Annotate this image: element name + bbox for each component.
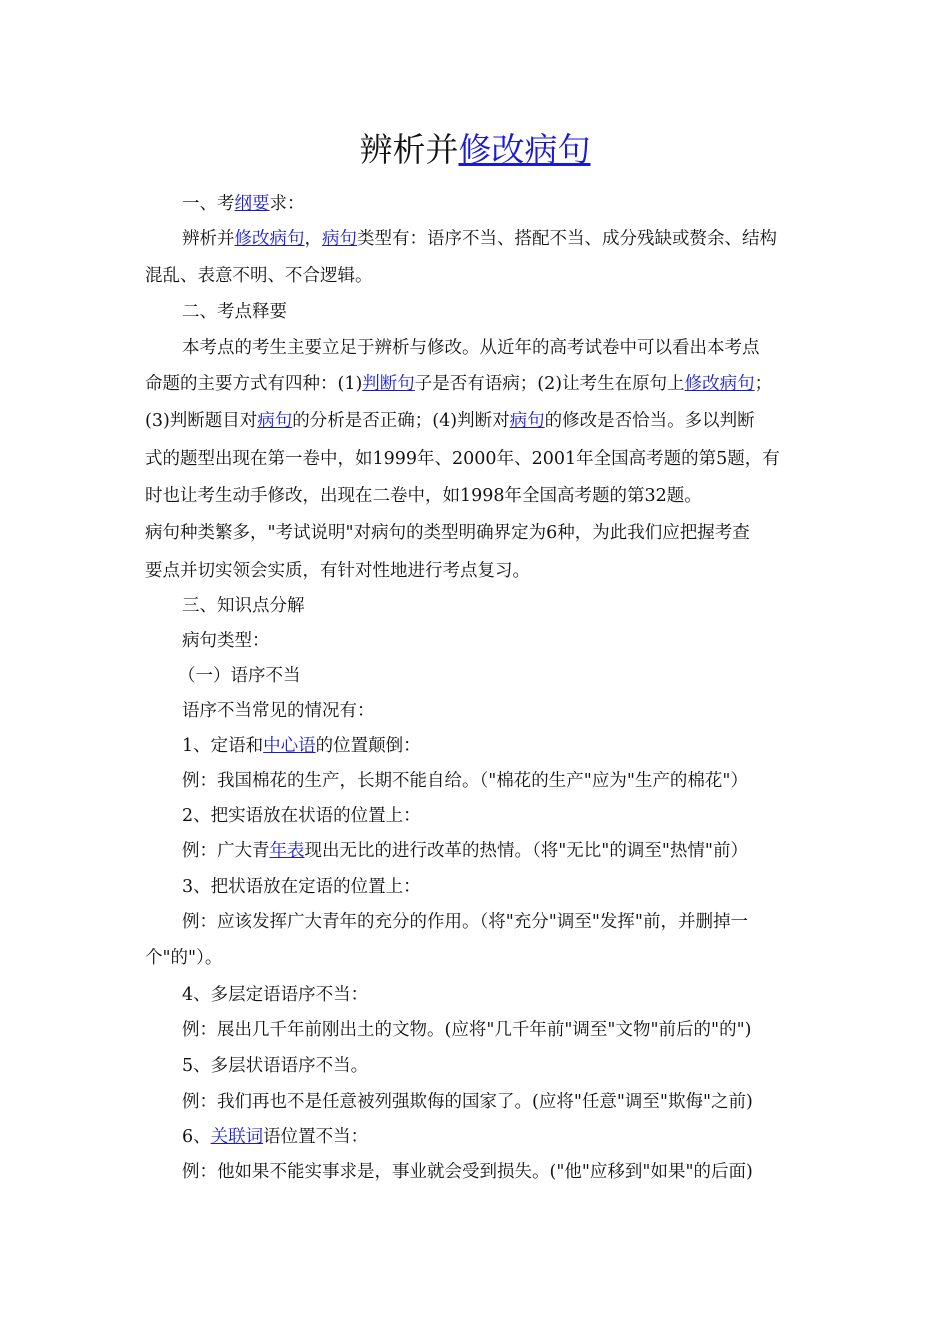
list-item: 4、多层定语语序不当： — [182, 985, 369, 1005]
link-xiugai-bingju[interactable]: 修改病句 — [684, 374, 755, 394]
list-item: 5、多层状语语序不当。 — [182, 1056, 369, 1076]
link-panduanju[interactable]: 判断句 — [362, 374, 415, 394]
subheading: 病句类型： — [182, 631, 270, 651]
list-item: 6、关联词语位置不当： — [182, 1127, 369, 1147]
paragraph-line: 混乱、表意不明、不合逻辑。 — [145, 266, 373, 286]
link-nianbiao[interactable]: 年表 — [269, 841, 305, 861]
link-bingju[interactable]: 病句 — [257, 411, 293, 431]
example-line: 例：广大青年表现出无比的进行改革的热情。（将"无比"的调至"热情"前） — [182, 841, 748, 861]
paragraph-line: 辨析并修改病句，病句类型有：语序不当、搭配不当、成分残缺或赘余、结构 — [182, 229, 777, 249]
section-heading-3: 三、知识点分解 — [182, 596, 305, 616]
list-item: 3、把状语放在定语的位置上： — [182, 877, 421, 897]
paragraph-line: 病句种类繁多，"考试说明"对病句的类型明确界定为6种，为此我们应把握考查 — [145, 523, 750, 543]
paragraph-line: 本考点的考生主要立足于辨析与修改。从近年的高考试卷中可以看出本考点 — [182, 338, 760, 358]
paragraph-line: 时也让考生动手修改，出现在二卷中，如1998年全国高考题的第32题。 — [145, 486, 702, 506]
section-heading-1: 一、考纲要求： — [182, 194, 305, 214]
example-line: 例：我们再也不是任意被列强欺侮的国家了。(应将"任意"调至"欺侮"之前) — [182, 1092, 753, 1112]
paragraph-line: 要点并切实领会实质，有针对性地进行考点复习。 — [145, 561, 530, 581]
paragraph-line: (3)判断题目对病句的分析是否正确；(4)判断对病句的修改是否恰当。多以判断 — [145, 411, 755, 431]
example-line: 例：展出几千年前刚出土的文物。(应将"几千年前"调至"文物"前后的"的") — [182, 1020, 752, 1040]
title-link[interactable]: 修改病句 — [458, 130, 591, 169]
paragraph-line: 语序不当常见的情况有： — [182, 701, 375, 721]
paragraph-line: 式的题型出现在第一卷中，如1999年、2000年、2001年全国高考题的第5题，有 — [145, 449, 780, 469]
paragraph-line: 命题的主要方式有四种：(1)判断句子是否有语病；(2)让考生在原句上修改病句； — [145, 374, 773, 394]
link-gangyao[interactable]: 纲要 — [234, 194, 270, 214]
page-title: 辨析并修改病句 — [359, 130, 591, 169]
section-heading-2: 二、考点释要 — [182, 302, 287, 322]
link-xiugai-bingju[interactable]: 修改病句 — [234, 229, 305, 249]
subheading: （一）语序不当 — [178, 666, 301, 686]
example-line: 例：应该发挥广大青年的充分的作用。（将"充分"调至"发挥"前，并删掉一 — [182, 912, 748, 932]
example-line: 例：他如果不能实事求是，事业就会受到损失。("他"应移到"如果"的后面) — [182, 1162, 753, 1182]
link-bingju[interactable]: 病句 — [322, 229, 357, 249]
link-guanlianci[interactable]: 关联词 — [210, 1127, 264, 1147]
list-item: 2、把实语放在状语的位置上： — [182, 806, 421, 826]
list-item: 1、定语和中心语的位置颠倒： — [182, 736, 421, 756]
link-bingju[interactable]: 病句 — [509, 411, 545, 431]
example-line: 个"的"）。 — [145, 948, 223, 968]
link-zhongxinyu[interactable]: 中心语 — [263, 736, 316, 756]
example-line: 例：我国棉花的生产，长期不能自给。（"棉花的生产"应为"生产的棉花"） — [182, 771, 748, 791]
